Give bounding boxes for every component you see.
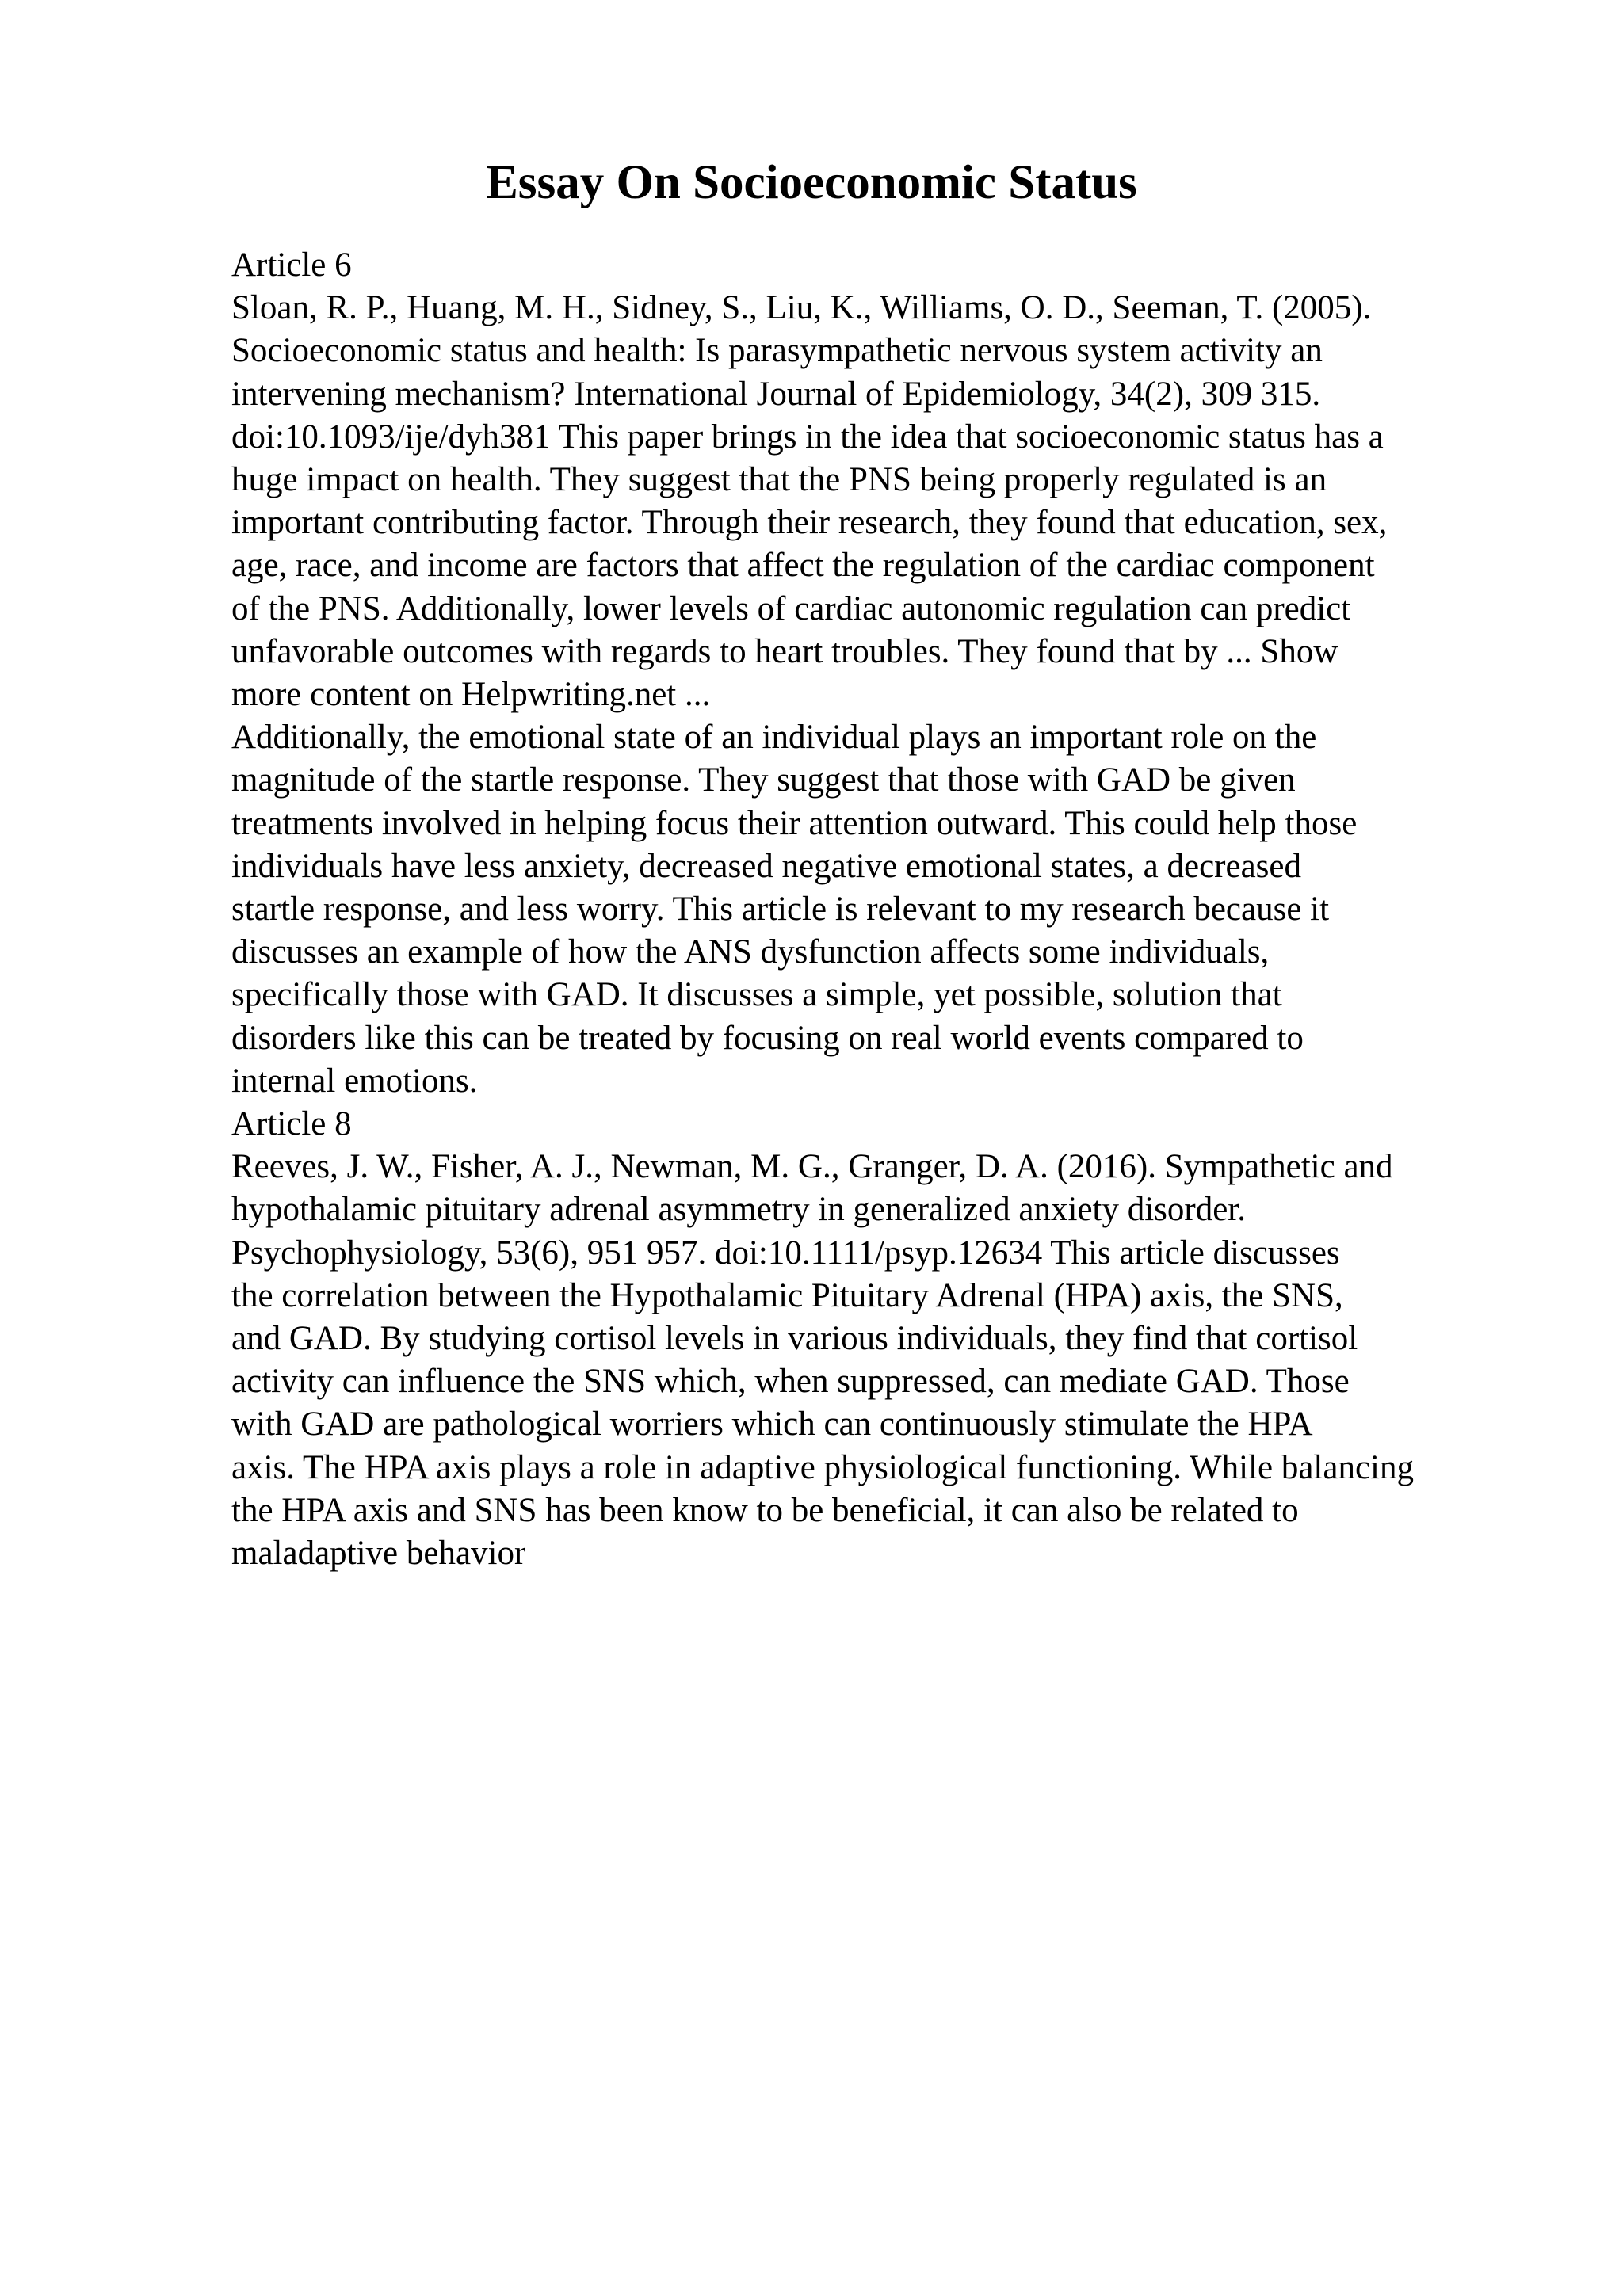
- text-line: Psychophysiology, 53(6), 951 957. doi:10.1111/psyp.12634 This article discusses: [231, 1234, 1340, 1272]
- text-line: magnitude of the startle response. They suggest that those with GAD be given: [231, 761, 1296, 799]
- text-line: hypothalamic pituitary adrenal asymmetry in generalized anxiety disorder.: [231, 1191, 1247, 1229]
- text-line: discusses an example of how the ANS dysfunction affects some individuals,: [231, 933, 1270, 971]
- text-line: internal emotions.: [231, 1062, 478, 1100]
- text-line: important contributing factor. Through their research, they found that education, sex,: [231, 504, 1388, 542]
- text-line: axis. The HPA axis plays a role in adaptive physiological functioning. While balancing: [231, 1448, 1414, 1486]
- text-line: Reeves, J. W., Fisher, A. J., Newman, M. G., Granger, D. A. (2016). Sympathetic and: [231, 1148, 1393, 1186]
- text-line: age, race, and income are factors that affect the regulation of the cardiac component: [231, 547, 1375, 585]
- text-line: intervening mechanism? International Journal of Epidemiology, 34(2), 309 315.: [231, 375, 1321, 413]
- text-line: Socioeconomic status and health: Is parasympathetic nervous system activity an: [231, 332, 1323, 370]
- text-line: Article 6: [231, 246, 352, 284]
- text-line: the correlation between the Hypothalamic Pituitary Adrenal (HPA) axis, the SNS,: [231, 1276, 1343, 1314]
- text-line: with GAD are pathological worriers which can continuously stimulate the HPA: [231, 1405, 1313, 1444]
- text-line: specifically those with GAD. It discusses a simple, yet possible, solution that: [231, 976, 1282, 1014]
- text-line: Additionally, the emotional state of an individual plays an important role on the: [231, 719, 1317, 757]
- text-line: maladaptive behavior: [231, 1535, 526, 1573]
- text-line: the HPA axis and SNS has been know to be beneficial, it can also be related to: [231, 1491, 1299, 1529]
- text-line: startle response, and less worry. This article is relevant to my research because it: [231, 891, 1330, 929]
- text-line: disorders like this can be treated by focusing on real world events compared to: [231, 1019, 1304, 1057]
- text-line: activity can influence the SNS which, when suppressed, can mediate GAD. Those: [231, 1363, 1350, 1401]
- text-line: more content on Helpwriting.net ...: [231, 676, 711, 714]
- text-line: Article 8: [231, 1105, 352, 1143]
- text-line: doi:10.1093/ije/dyh381 This paper brings in the idea that socioeconomic status has a: [231, 418, 1384, 456]
- essay-body: [231, 244, 1610, 1575]
- text-line: of the PNS. Additionally, lower levels of cardiac autonomic regulation can predict: [231, 589, 1351, 627]
- text-line: Sloan, R. P., Huang, M. H., Sidney, S., Liu, K., Williams, O. D., Seeman, T. (2005).: [231, 289, 1372, 327]
- page-title: Essay On Socioeconomic Status: [486, 156, 1137, 209]
- text-line: unfavorable outcomes with regards to heart troubles. They found that by ... Show: [231, 632, 1338, 670]
- text-line: huge impact on health. They suggest that the PNS being properly regulated is an: [231, 461, 1327, 499]
- text-line: individuals have less anxiety, decreased negative emotional states, a decreased: [231, 847, 1301, 885]
- text-line: and GAD. By studying cortisol levels in various individuals, they find that cortisol: [231, 1320, 1358, 1358]
- text-line: treatments involved in helping focus their attention outward. This could help those: [231, 804, 1358, 842]
